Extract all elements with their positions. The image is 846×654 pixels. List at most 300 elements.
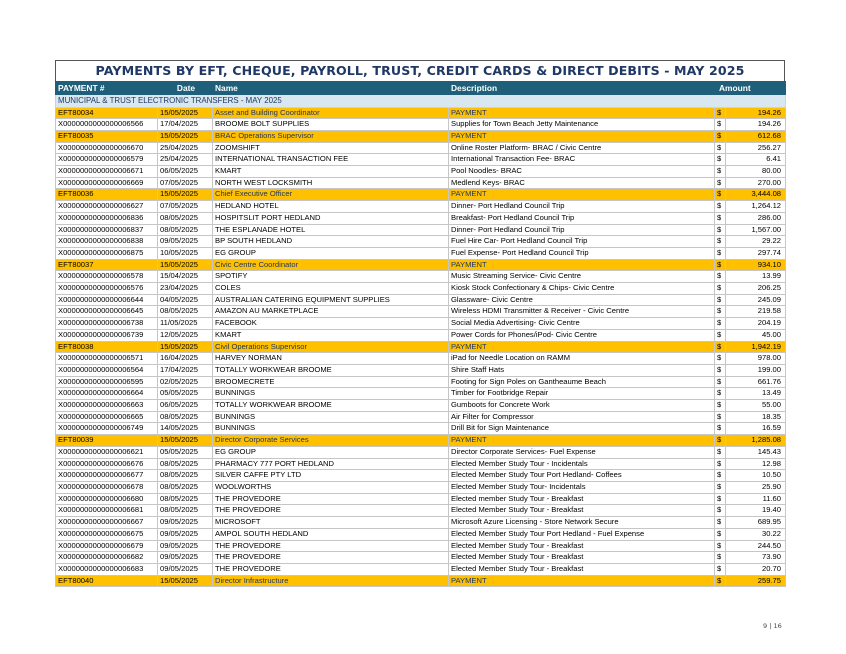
payment-number-cell: EFT80035 [56, 130, 158, 142]
amount-cell: 199.00 [726, 364, 786, 376]
table-row [56, 329, 786, 341]
date-cell: 08/05/2025 [158, 458, 213, 470]
table-row [56, 517, 786, 529]
payment-row [56, 341, 786, 353]
description-cell: Air Filter for Compressor [449, 411, 715, 423]
name-cell: SILVER CAFFE PTY LTD [213, 470, 449, 482]
name-cell: Director Infrastructure [213, 575, 449, 587]
name-cell: AMAZON AU MARKETPLACE [213, 306, 449, 318]
name-cell: HEDLAND HOTEL [213, 201, 449, 213]
date-cell: 10/05/2025 [158, 247, 213, 259]
name-cell: THE PROVEDORE [213, 563, 449, 575]
description-cell: Supplies for Town Beach Jetty Maintenance [449, 119, 715, 131]
payment-number-cell: X0000000000000006739 [56, 329, 158, 341]
currency-cell: $ [715, 318, 726, 330]
date-cell: 07/05/2025 [158, 201, 213, 213]
description-cell: Drill Bit for Sign Maintenance [449, 423, 715, 435]
header-name: Name [213, 82, 449, 95]
name-cell: TOTALLY WORKWEAR BROOME [213, 400, 449, 412]
description-cell: Elected Member Study Tour- Incidentals [449, 482, 715, 494]
amount-cell: 12.98 [726, 458, 786, 470]
currency-cell: $ [715, 259, 726, 271]
description-cell: Elected Member Study Tour - Breakfast [449, 563, 715, 575]
name-cell: NORTH WEST LOCKSMITH [213, 177, 449, 189]
payment-number-cell: X0000000000000006665 [56, 411, 158, 423]
description-cell: Dinner- Port Hedland Council Trip [449, 201, 715, 213]
currency-cell: $ [715, 166, 726, 178]
description-cell: Elected Member Study Tour - Breakfast [449, 505, 715, 517]
payments-sheet [55, 60, 785, 587]
amount-cell: 55.00 [726, 400, 786, 412]
payment-number-cell: EFT80039 [56, 435, 158, 447]
payment-number-cell: X0000000000000006738 [56, 318, 158, 330]
currency-cell: $ [715, 353, 726, 365]
amount-cell: 689.95 [726, 517, 786, 529]
currency-cell: $ [715, 376, 726, 388]
name-cell: Asset and Building Coordinator [213, 107, 449, 119]
table-row [56, 493, 786, 505]
date-cell: 08/05/2025 [158, 482, 213, 494]
date-cell: 17/04/2025 [158, 364, 213, 376]
currency-cell: $ [715, 294, 726, 306]
amount-cell: 194.26 [726, 107, 786, 119]
table-row [56, 411, 786, 423]
name-cell: BP SOUTH HEDLAND [213, 236, 449, 248]
name-cell: INTERNATIONAL TRANSACTION FEE [213, 154, 449, 166]
date-cell: 15/05/2025 [158, 189, 213, 201]
payment-number-cell: X0000000000000006579 [56, 154, 158, 166]
table-row [56, 271, 786, 283]
amount-cell: 978.00 [726, 353, 786, 365]
name-cell: KMART [213, 329, 449, 341]
description-cell: Pool Noodles- BRAC [449, 166, 715, 178]
currency-cell: $ [715, 154, 726, 166]
payment-number-cell: X0000000000000006683 [56, 563, 158, 575]
table-row [56, 294, 786, 306]
name-cell: WOOLWORTHS [213, 482, 449, 494]
date-cell: 05/05/2025 [158, 446, 213, 458]
amount-cell: 11.60 [726, 493, 786, 505]
description-cell: Medlend Keys- BRAC [449, 177, 715, 189]
description-cell: Gumboots for Concrete Work [449, 400, 715, 412]
section-row [56, 95, 786, 108]
currency-cell: $ [715, 482, 726, 494]
payment-row [56, 189, 786, 201]
currency-cell: $ [715, 423, 726, 435]
payment-row [56, 575, 786, 587]
payment-number-cell: X0000000000000006644 [56, 294, 158, 306]
table-row [56, 353, 786, 365]
currency-cell: $ [715, 400, 726, 412]
name-cell: BUNNINGS [213, 411, 449, 423]
currency-cell: $ [715, 212, 726, 224]
name-cell: TOTALLY WORKWEAR BROOME [213, 364, 449, 376]
table-row [56, 142, 786, 154]
table-row [56, 177, 786, 189]
date-cell: 08/05/2025 [158, 224, 213, 236]
date-cell: 07/05/2025 [158, 177, 213, 189]
amount-cell: 10.50 [726, 470, 786, 482]
payment-number-cell: X0000000000000006836 [56, 212, 158, 224]
table-row [56, 119, 786, 131]
amount-cell: 13.99 [726, 271, 786, 283]
name-cell: COLES [213, 283, 449, 295]
description-cell: Music Streaming Service- Civic Centre [449, 271, 715, 283]
date-cell: 06/05/2025 [158, 166, 213, 178]
date-cell: 06/05/2025 [158, 400, 213, 412]
payment-number-cell: X0000000000000006838 [56, 236, 158, 248]
payment-number-cell: X0000000000000006566 [56, 119, 158, 131]
currency-cell: $ [715, 236, 726, 248]
description-cell: Elected member Study Tour - Breakfast [449, 493, 715, 505]
payment-number-cell: X0000000000000006837 [56, 224, 158, 236]
currency-cell: $ [715, 107, 726, 119]
header-description: Description [449, 82, 715, 95]
header-amount: Amount [715, 82, 786, 95]
description-cell: PAYMENT [449, 575, 715, 587]
description-cell: PAYMENT [449, 341, 715, 353]
description-cell: Elected Member Study Tour - Breakfast [449, 540, 715, 552]
description-cell: Social Media Advertising- Civic Centre [449, 318, 715, 330]
payment-number-cell: EFT80034 [56, 107, 158, 119]
currency-cell: $ [715, 364, 726, 376]
date-cell: 08/05/2025 [158, 505, 213, 517]
date-cell: 15/04/2025 [158, 271, 213, 283]
date-cell: 11/05/2025 [158, 318, 213, 330]
description-cell: PAYMENT [449, 189, 715, 201]
name-cell: THE ESPLANADE HOTEL [213, 224, 449, 236]
date-cell: 15/05/2025 [158, 435, 213, 447]
description-cell: iPad for Needle Location on RAMM [449, 353, 715, 365]
description-cell: PAYMENT [449, 107, 715, 119]
amount-cell: 245.09 [726, 294, 786, 306]
date-cell: 09/05/2025 [158, 236, 213, 248]
payment-number-cell: X0000000000000006621 [56, 446, 158, 458]
description-cell: PAYMENT [449, 259, 715, 271]
description-cell: Elected Member Study Tour Port Hedland - Fuel Expense [449, 528, 715, 540]
payment-number-cell: EFT80040 [56, 575, 158, 587]
date-cell: 14/05/2025 [158, 423, 213, 435]
name-cell: BROOMECRETE [213, 376, 449, 388]
currency-cell: $ [715, 341, 726, 353]
currency-cell: $ [715, 201, 726, 213]
payment-number-cell: X0000000000000006671 [56, 166, 158, 178]
payment-row [56, 259, 786, 271]
amount-cell: 206.25 [726, 283, 786, 295]
payment-number-cell: X0000000000000006663 [56, 400, 158, 412]
description-cell: Power Cords for Phones/iPod- Civic Centre [449, 329, 715, 341]
table-row [56, 376, 786, 388]
currency-cell: $ [715, 435, 726, 447]
date-cell: 08/05/2025 [158, 411, 213, 423]
payment-number-cell: X0000000000000006595 [56, 376, 158, 388]
date-cell: 09/05/2025 [158, 540, 213, 552]
description-cell: Glassware- Civic Centre [449, 294, 715, 306]
table-row [56, 212, 786, 224]
section-title: MUNICIPAL & TRUST ELECTRONIC TRANSFERS - MAY 2025 [56, 95, 786, 108]
description-cell: Elected Member Study Tour Port Hedland- Coffees [449, 470, 715, 482]
name-cell: THE PROVEDORE [213, 493, 449, 505]
page-number: 9 | 16 [763, 622, 782, 630]
payment-number-cell: X0000000000000006680 [56, 493, 158, 505]
description-cell: Shire Staff Hats [449, 364, 715, 376]
name-cell: EG GROUP [213, 247, 449, 259]
amount-cell: 270.00 [726, 177, 786, 189]
currency-cell: $ [715, 306, 726, 318]
table-row [56, 236, 786, 248]
amount-cell: 145.43 [726, 446, 786, 458]
amount-cell: 297.74 [726, 247, 786, 259]
description-cell: International Transaction Fee- BRAC [449, 154, 715, 166]
description-cell: PAYMENT [449, 435, 715, 447]
amount-cell: 80.00 [726, 166, 786, 178]
currency-cell: $ [715, 130, 726, 142]
name-cell: Chief Executive Officer [213, 189, 449, 201]
payment-number-cell: X0000000000000006669 [56, 177, 158, 189]
payment-number-cell: X0000000000000006875 [56, 247, 158, 259]
name-cell: HOSPITSLIT PORT HEDLAND [213, 212, 449, 224]
table-row [56, 505, 786, 517]
table-row [56, 224, 786, 236]
payment-number-cell: X0000000000000006578 [56, 271, 158, 283]
name-cell: ZOOMSHIFT [213, 142, 449, 154]
table-row [56, 154, 786, 166]
payment-number-cell: X0000000000000006675 [56, 528, 158, 540]
amount-cell: 45.00 [726, 329, 786, 341]
currency-cell: $ [715, 540, 726, 552]
table-row [56, 528, 786, 540]
table-row [56, 318, 786, 330]
name-cell: AMPOL SOUTH HEDLAND [213, 528, 449, 540]
payment-number-cell: X0000000000000006676 [56, 458, 158, 470]
name-cell: THE PROVEDORE [213, 505, 449, 517]
payment-row [56, 130, 786, 142]
date-cell: 09/05/2025 [158, 528, 213, 540]
amount-cell: 1,567.00 [726, 224, 786, 236]
description-cell: Timber for Footbridge Repair [449, 388, 715, 400]
date-cell: 08/05/2025 [158, 493, 213, 505]
currency-cell: $ [715, 388, 726, 400]
payment-number-cell: X0000000000000006681 [56, 505, 158, 517]
description-cell: Dinner- Port Hedland Council Trip [449, 224, 715, 236]
payment-number-cell: X0000000000000006682 [56, 552, 158, 564]
table-row [56, 166, 786, 178]
table-header-row [56, 82, 786, 95]
currency-cell: $ [715, 177, 726, 189]
name-cell: THE PROVEDORE [213, 540, 449, 552]
table-row [56, 552, 786, 564]
payment-number-cell: X0000000000000006571 [56, 353, 158, 365]
amount-cell: 256.27 [726, 142, 786, 154]
date-cell: 09/05/2025 [158, 552, 213, 564]
amount-cell: 1,285.08 [726, 435, 786, 447]
description-cell: Elected Member Study Tour - Incidentals [449, 458, 715, 470]
date-cell: 09/05/2025 [158, 517, 213, 529]
date-cell: 16/04/2025 [158, 353, 213, 365]
currency-cell: $ [715, 575, 726, 587]
amount-cell: 3,444.08 [726, 189, 786, 201]
currency-cell: $ [715, 142, 726, 154]
table-row [56, 364, 786, 376]
payment-number-cell: X0000000000000006679 [56, 540, 158, 552]
description-cell: Fuel Expense- Port Hedland Council Trip [449, 247, 715, 259]
date-cell: 04/05/2025 [158, 294, 213, 306]
payment-number-cell: X0000000000000006677 [56, 470, 158, 482]
currency-cell: $ [715, 517, 726, 529]
payments-table [55, 81, 786, 587]
date-cell: 17/04/2025 [158, 119, 213, 131]
table-row [56, 388, 786, 400]
page-title: PAYMENTS BY EFT, CHEQUE, PAYROLL, TRUST, CREDIT CARDS & DIRECT DEBITS - MAY 2025 [95, 63, 745, 78]
description-cell: Footing for Sign Poles on Gantheaume Beach [449, 376, 715, 388]
amount-cell: 16.59 [726, 423, 786, 435]
amount-cell: 194.26 [726, 119, 786, 131]
payment-number-cell: X0000000000000006664 [56, 388, 158, 400]
date-cell: 02/05/2025 [158, 376, 213, 388]
date-cell: 09/05/2025 [158, 563, 213, 575]
description-cell: PAYMENT [449, 130, 715, 142]
payment-number-cell: X0000000000000006667 [56, 517, 158, 529]
currency-cell: $ [715, 119, 726, 131]
description-cell: Microsoft Azure Licensing - Store Network Secure [449, 517, 715, 529]
description-cell: Wireless HDMI Transmitter & Receiver - Civic Centre [449, 306, 715, 318]
date-cell: 05/05/2025 [158, 388, 213, 400]
name-cell: BROOME BOLT SUPPLIES [213, 119, 449, 131]
currency-cell: $ [715, 552, 726, 564]
name-cell: BRAC Operations Supervisor [213, 130, 449, 142]
name-cell: BUNNINGS [213, 423, 449, 435]
currency-cell: $ [715, 224, 726, 236]
payment-row [56, 107, 786, 119]
amount-cell: 20.70 [726, 563, 786, 575]
date-cell: 08/05/2025 [158, 470, 213, 482]
amount-cell: 13.49 [726, 388, 786, 400]
currency-cell: $ [715, 528, 726, 540]
currency-cell: $ [715, 493, 726, 505]
date-cell: 08/05/2025 [158, 306, 213, 318]
table-row [56, 482, 786, 494]
date-cell: 25/04/2025 [158, 154, 213, 166]
table-row [56, 306, 786, 318]
currency-cell: $ [715, 329, 726, 341]
currency-cell: $ [715, 411, 726, 423]
currency-cell: $ [715, 271, 726, 283]
name-cell: HARVEY NORMAN [213, 353, 449, 365]
payment-number-cell: X0000000000000006627 [56, 201, 158, 213]
table-row [56, 470, 786, 482]
date-cell: 12/05/2025 [158, 329, 213, 341]
name-cell: THE PROVEDORE [213, 552, 449, 564]
date-cell: 15/05/2025 [158, 259, 213, 271]
header-date: Date [158, 82, 213, 95]
table-row [56, 458, 786, 470]
amount-cell: 219.58 [726, 306, 786, 318]
amount-cell: 204.19 [726, 318, 786, 330]
amount-cell: 1,942.19 [726, 341, 786, 353]
currency-cell: $ [715, 563, 726, 575]
name-cell: PHARMACY 777 PORT HEDLAND [213, 458, 449, 470]
amount-cell: 6.41 [726, 154, 786, 166]
payment-row [56, 435, 786, 447]
amount-cell: 18.35 [726, 411, 786, 423]
date-cell: 23/04/2025 [158, 283, 213, 295]
amount-cell: 29.22 [726, 236, 786, 248]
name-cell: AUSTRALIAN CATERING EQUIPMENT SUPPLIES [213, 294, 449, 306]
amount-cell: 73.90 [726, 552, 786, 564]
payment-number-cell: X0000000000000006576 [56, 283, 158, 295]
description-cell: Breakfast- Port Hedland Council Trip [449, 212, 715, 224]
payment-number-cell: X0000000000000006678 [56, 482, 158, 494]
name-cell: SPOTIFY [213, 271, 449, 283]
currency-cell: $ [715, 283, 726, 295]
name-cell: Civic Centre Coordinator [213, 259, 449, 271]
description-cell: Kiosk Stock Confectionary & Chips- Civic Centre [449, 283, 715, 295]
payment-number-cell: EFT80036 [56, 189, 158, 201]
name-cell: MICROSOFT [213, 517, 449, 529]
currency-cell: $ [715, 505, 726, 517]
name-cell: EG GROUP [213, 446, 449, 458]
payment-number-cell: EFT80037 [56, 259, 158, 271]
payment-number-cell: X0000000000000006564 [56, 364, 158, 376]
name-cell: KMART [213, 166, 449, 178]
table-row [56, 423, 786, 435]
payment-number-cell: X0000000000000006645 [56, 306, 158, 318]
name-cell: Civil Operations Supervisor [213, 341, 449, 353]
amount-cell: 19.40 [726, 505, 786, 517]
amount-cell: 934.10 [726, 259, 786, 271]
name-cell: BUNNINGS [213, 388, 449, 400]
table-row [56, 400, 786, 412]
table-row [56, 540, 786, 552]
date-cell: 25/04/2025 [158, 142, 213, 154]
header-payment: PAYMENT # [56, 82, 158, 95]
name-cell: FACEBOOK [213, 318, 449, 330]
amount-cell: 661.76 [726, 376, 786, 388]
table-row [56, 563, 786, 575]
amount-cell: 30.22 [726, 528, 786, 540]
date-cell: 08/05/2025 [158, 212, 213, 224]
description-cell: Online Roster Platform- BRAC / Civic Centre [449, 142, 715, 154]
currency-cell: $ [715, 247, 726, 259]
currency-cell: $ [715, 446, 726, 458]
description-cell: Director Corporate Services- Fuel Expense [449, 446, 715, 458]
date-cell: 15/05/2025 [158, 341, 213, 353]
payment-number-cell: X0000000000000006670 [56, 142, 158, 154]
table-row [56, 201, 786, 213]
amount-cell: 244.50 [726, 540, 786, 552]
title-bar [55, 60, 785, 81]
amount-cell: 612.68 [726, 130, 786, 142]
table-row [56, 446, 786, 458]
amount-cell: 25.90 [726, 482, 786, 494]
currency-cell: $ [715, 458, 726, 470]
date-cell: 15/05/2025 [158, 575, 213, 587]
currency-cell: $ [715, 189, 726, 201]
payment-number-cell: X0000000000000006749 [56, 423, 158, 435]
amount-cell: 286.00 [726, 212, 786, 224]
amount-cell: 1,264.12 [726, 201, 786, 213]
payment-number-cell: EFT80038 [56, 341, 158, 353]
description-cell: Fuel Hire Car- Port Hedland Council Trip [449, 236, 715, 248]
name-cell: Director Corporate Services [213, 435, 449, 447]
table-row [56, 247, 786, 259]
currency-cell: $ [715, 470, 726, 482]
date-cell: 15/05/2025 [158, 130, 213, 142]
date-cell: 15/05/2025 [158, 107, 213, 119]
table-row [56, 283, 786, 295]
description-cell: Elected Member Study Tour - Breakfast [449, 552, 715, 564]
amount-cell: 259.75 [726, 575, 786, 587]
